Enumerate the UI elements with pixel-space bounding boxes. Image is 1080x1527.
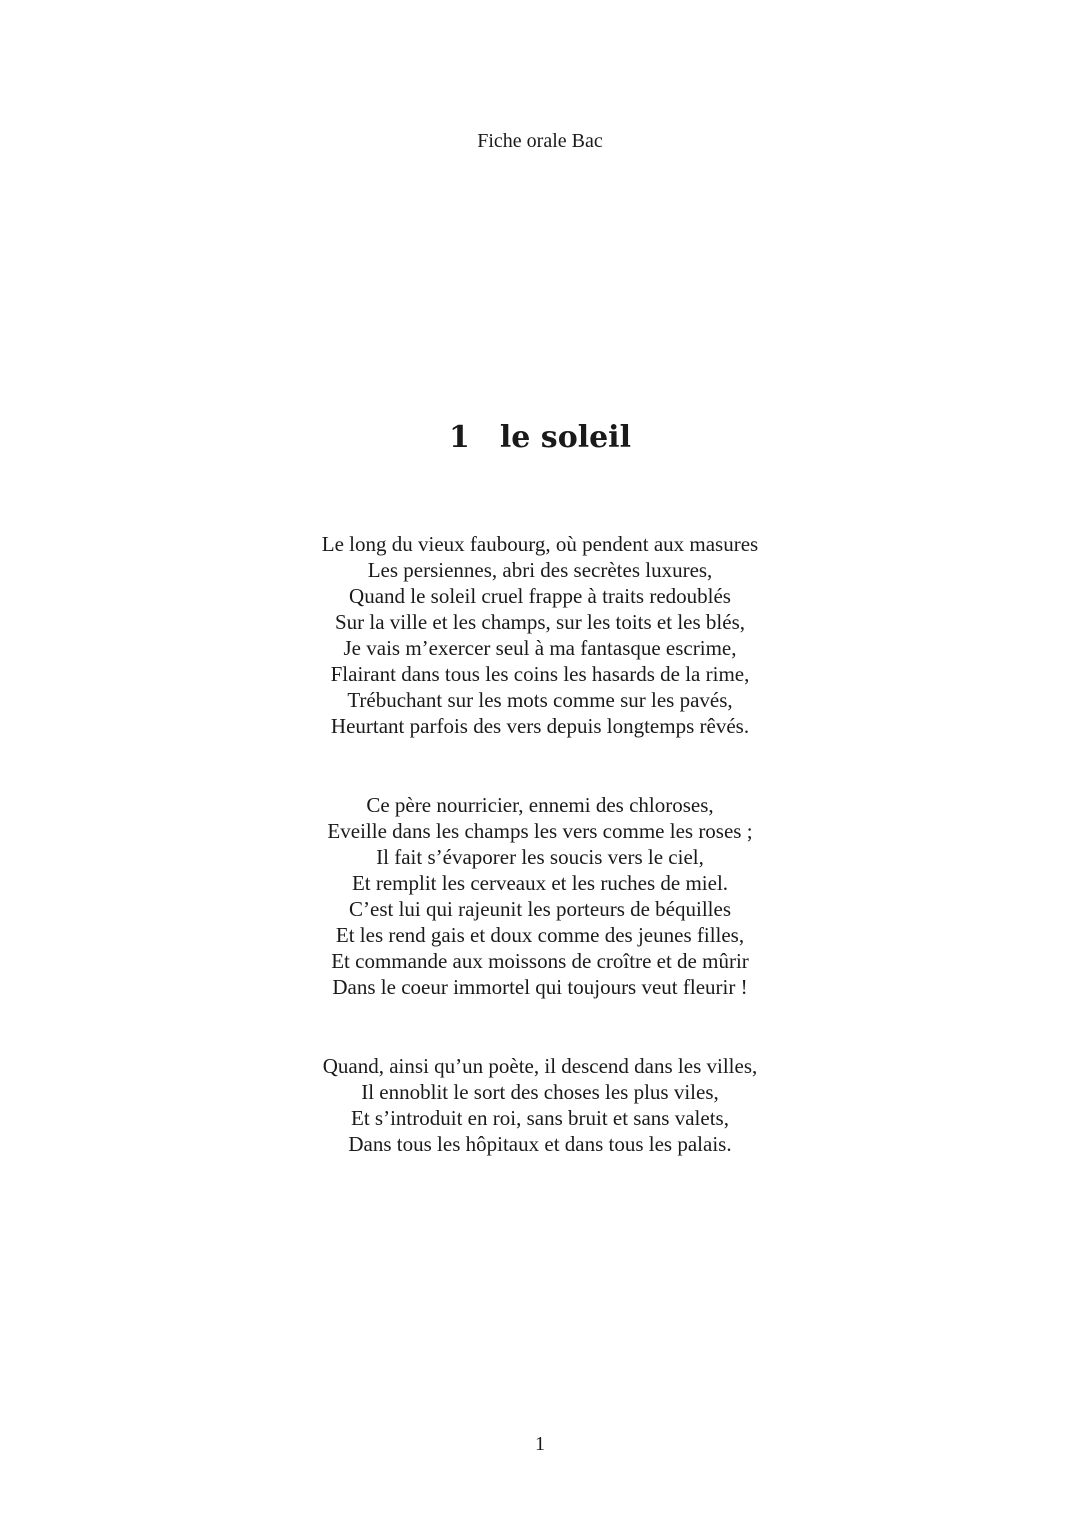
poem-line: Ce père nourricier, ennemi des chloroses, — [366, 793, 714, 817]
poem-line: Et les rend gais et doux comme des jeunes filles, — [335, 923, 745, 947]
page-number — [0, 1433, 1080, 1456]
poem-line: Le long du vieux faubourg, où pendent aux masures — [321, 532, 759, 556]
poem-line: Flairant dans tous les coins les hasards de la rime, — [330, 662, 750, 686]
poem-line: Il fait s’évaporer les soucis vers le ciel, — [376, 845, 704, 869]
poem-line: Quand le soleil cruel frappe à traits redoublés — [349, 584, 731, 608]
poem-line: Il ennoblit le sort des choses les plus viles, — [361, 1080, 719, 1104]
poem-line: Les persiennes, abri des secrètes luxures, — [367, 558, 713, 582]
poem-stanza-1 — [0, 531, 1080, 739]
poem-line: Sur la ville et les champs, sur les toits et les blés, — [334, 610, 745, 634]
section-heading — [0, 420, 1080, 455]
poem-stanza-3 — [0, 1053, 1080, 1157]
poem-line: Et remplit les cerveaux et les ruches de miel. — [351, 871, 729, 895]
page-number-value: 1 — [535, 1433, 545, 1455]
header-title: Fiche orale Bac — [477, 130, 603, 152]
poem-line: C’est lui qui rajeunit les porteurs de béquilles — [349, 897, 731, 921]
poem-line: Et commande aux moissons de croître et de mûrir — [331, 949, 749, 973]
poem-line: Quand, ainsi qu’un poète, il descend dans les villes, — [322, 1054, 758, 1078]
poem-line: Heurtant parfois des vers depuis longtemps rêvés. — [330, 714, 750, 738]
section-number: 1 — [449, 420, 470, 455]
poem-line: Dans tous les hôpitaux et dans tous les palais. — [348, 1132, 732, 1156]
section-title: le soleil — [499, 420, 631, 455]
poem-line: Et s’introduit en roi, sans bruit et sans valets, — [351, 1106, 729, 1130]
poem-stanza-2 — [0, 792, 1080, 1000]
poem-line: Eveille dans les champs les vers comme les roses ; — [327, 819, 753, 843]
page-header — [0, 130, 1080, 153]
poem-line: Trébuchant sur les mots comme sur les pavés, — [347, 688, 733, 712]
poem-line: Je vais m’exercer seul à ma fantasque escrime, — [343, 636, 737, 660]
poem-line: Dans le coeur immortel qui toujours veut fleurir ! — [332, 975, 748, 999]
